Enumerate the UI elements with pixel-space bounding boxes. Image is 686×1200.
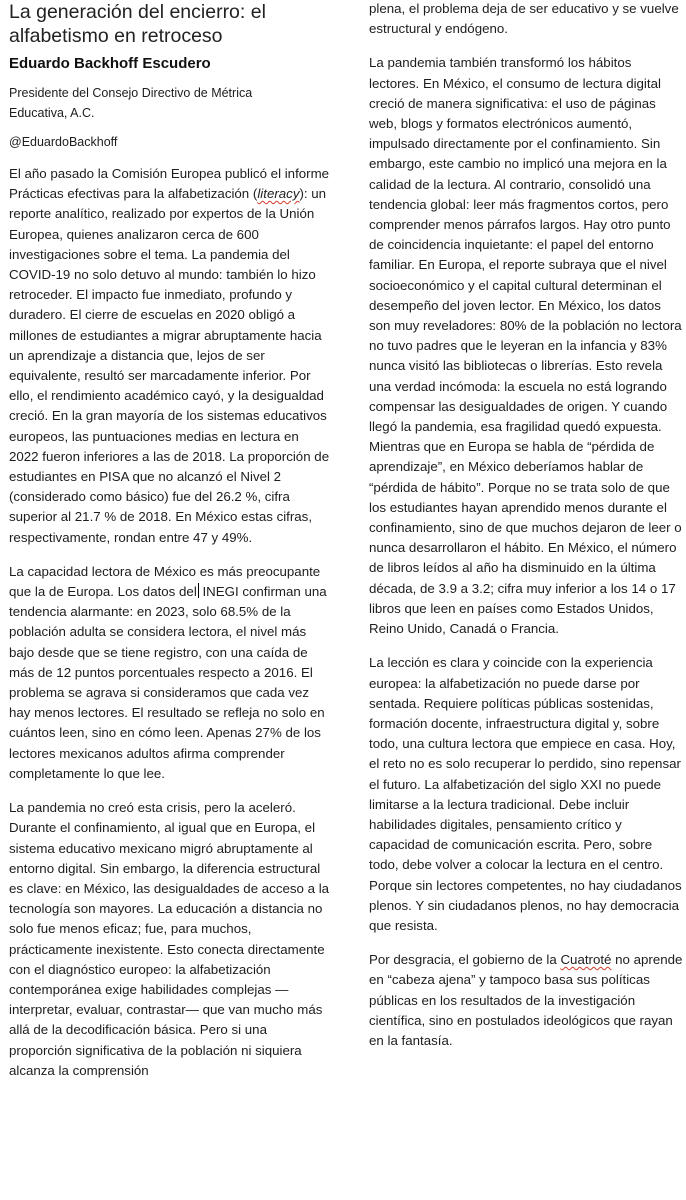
paragraph-5: La lección es clara y coincide con la experiencia europea: la alfabetización no puede darse por sentada. Requiere políticas públicas sostenidas, formación docente, infraestructura digital y, sobre todo, una cultura lectora que empiece en casa. Hoy, el reto no es solo recuperar lo perdido, sino repensar el futuro. La alfabetización del siglo XXI no puede limitarse a la lectura tradicional. Debe incluir habilidades digitales, pensamiento crítico y capacidad de comunicación escrita. Pero, sobre todo, debe volver a colocar la lectura en el centro. Porque sin lectores competentes, no hay ciudadanos plenos. Y sin ciudadanos plenos, no hay democracia que resista.: [369, 655, 682, 933]
p1-text-b: ): un reporte analítico, realizado por expertos de la Unión Europea, quienes analizaron cerca de 600 investigaciones sobre el tema. La pandemia del COVID-19 no solo detuvo al mundo: también lo hizo retroceder. El impacto fue inmediato, profundo y duradero. El cierre de escuelas en 2020 obligó a millones de estudiantes a migrar abruptamente hacia un aprendizaje a distancia que, lejos de ser equivalente, resultó ser marcadamente inferior. Por ello, el rendimiento académico cayó, y la desigualdad creció. En la gran mayoría de los sistemas educativos europeos, las puntuaciones medias en lectura en 2022 fueron inferiores a las de 2018. La proporción de estudiantes en PISA que no alcanzó el Nivel 2 (considerado como básico) fue del 26.2 %, cifra superior al 21.7 % de 2018. En México estas cifras, respectivamente, rondan entre 47 y 49%.: [9, 186, 330, 545]
role-line-1: Presidente del Consejo Directivo de Métrica: [9, 86, 253, 100]
p2-text-b: INEGI confirman una tendencia alarmante: en 2023, solo 68.5% de la población adulta se considera lectora, el nivel más bajo desde que se tiene registro, con una caída de más de 12 puntos porcentuales respecto a 2016. El problema se agrava si consideramos que cada vez hay menos lectores. El resultado se refleja no solo en cuántos leen, sino en cómo leen. Apenas 27% de los lectores mexicanos adultos afirma comprender completamente lo que lee.: [9, 584, 327, 781]
cuatrote-term: Cuatroté: [560, 952, 612, 968]
p2-text-a: La capacidad lectora de México es más preocupante que la de Europa. Los datos del: [9, 563, 321, 600]
paragraph-1: [9, 164, 331, 548]
paragraph-continuation: plena, el problema deja de ser educativo y se vuelve estructural y endógeno.: [369, 1, 679, 37]
left-column: [9, 0, 331, 1095]
role-line-2: Educativa, A.C.: [9, 106, 95, 120]
literacy-term: literacy: [257, 186, 300, 202]
p1-text-a: El año pasado la Comisión Europea publicó el informe Prácticas efectivas para la alfabetización (: [9, 166, 330, 202]
paragraph-2: [9, 562, 331, 784]
paragraph-4: La pandemia también transformó los hábitos lectores. En México, el consumo de lectura digital creció de manera significativa: el uso de páginas web, blogs y formatos electrónicos aumentó, impulsado directamente por el confinamiento. Sin embargo, este cambio no implicó una mejora en la calidad de la lectura. Al contrario, consolidó una tendencia global: leer más fragmentos cortos, pero comprender menos párrafos largos. Hay otro punto de coincidencia inquietante: el papel del entorno familiar. En Europa, el reporte subraya que el nivel socioeconómico y el capital cultural determinan el desempeño del joven lector. En México, los datos son muy reveladores: 80% de la población no lectora no tuvo padres que le leyeran en la infancia y 83% nunca visitó las bibliotecas o librerías. Esto revela una verdad incómoda: la escuela no está logrando compensar las desigualdades de origen. Y cuando llegó la pandemia, esa fragilidad quedó expuesta. Mientras que en Europa se habla de “pérdida de aprendizaje”, en México deberíamos hablar de “pérdida de hábito”. Porque no se trata solo de que los estudiantes hayan aprendido menos durante el confinamiento, sino de que muchos dejaron de leer o nunca desarrollaron el hábito. En México, el número de libros leídos al año ha disminuido en la última década, de 3.9 a 3.2; cifra muy inferior a los 14 o 17 libros que leen en países como Estados Unidos, Reino Unido, Canadá o Francia.: [369, 55, 682, 637]
author-role: [9, 83, 331, 123]
title-line-2: alfabetismo en retroceso: [9, 25, 223, 47]
p6-text-b: no aprende en “cabeza ajena” y tampoco basa sus políticas públicas en los resultados de la investigación científica, sino en postulados ideológicos que rayan en la fantasía.: [369, 952, 683, 1048]
author-handle: @EduardoBackhoff: [9, 135, 118, 149]
right-column: [369, 0, 683, 1065]
paragraph-3: La pandemia no creó esta crisis, pero la aceleró. Durante el confinamiento, al igual que en Europa, el sistema educativo mexicano migró abruptamente al entorno digital. Sin embargo, la diferencia estructural es clave: en México, las desigualdades de acceso a la tecnología son mayores. La educación a distancia no solo fue menos eficaz; fue, para muchos, prácticamente inexistente. Esto conecta directamente con el diagnóstico europeo: la alfabetización contemporánea exige habilidades complejas —interpretar, evaluar, contrastar— que van mucho más allá de la decodificación básica. Pero si una proporción significativa de la población ni siquiera alcanza la comprensión: [9, 800, 330, 1078]
author-name: Eduardo Backhoff Escudero: [9, 55, 211, 72]
title-line-1: La generación del encierro: el: [9, 1, 266, 23]
paragraph-6: [369, 950, 683, 1051]
article-title: [9, 0, 331, 48]
p6-text-a: Por desgracia, el gobierno de la: [369, 952, 561, 968]
